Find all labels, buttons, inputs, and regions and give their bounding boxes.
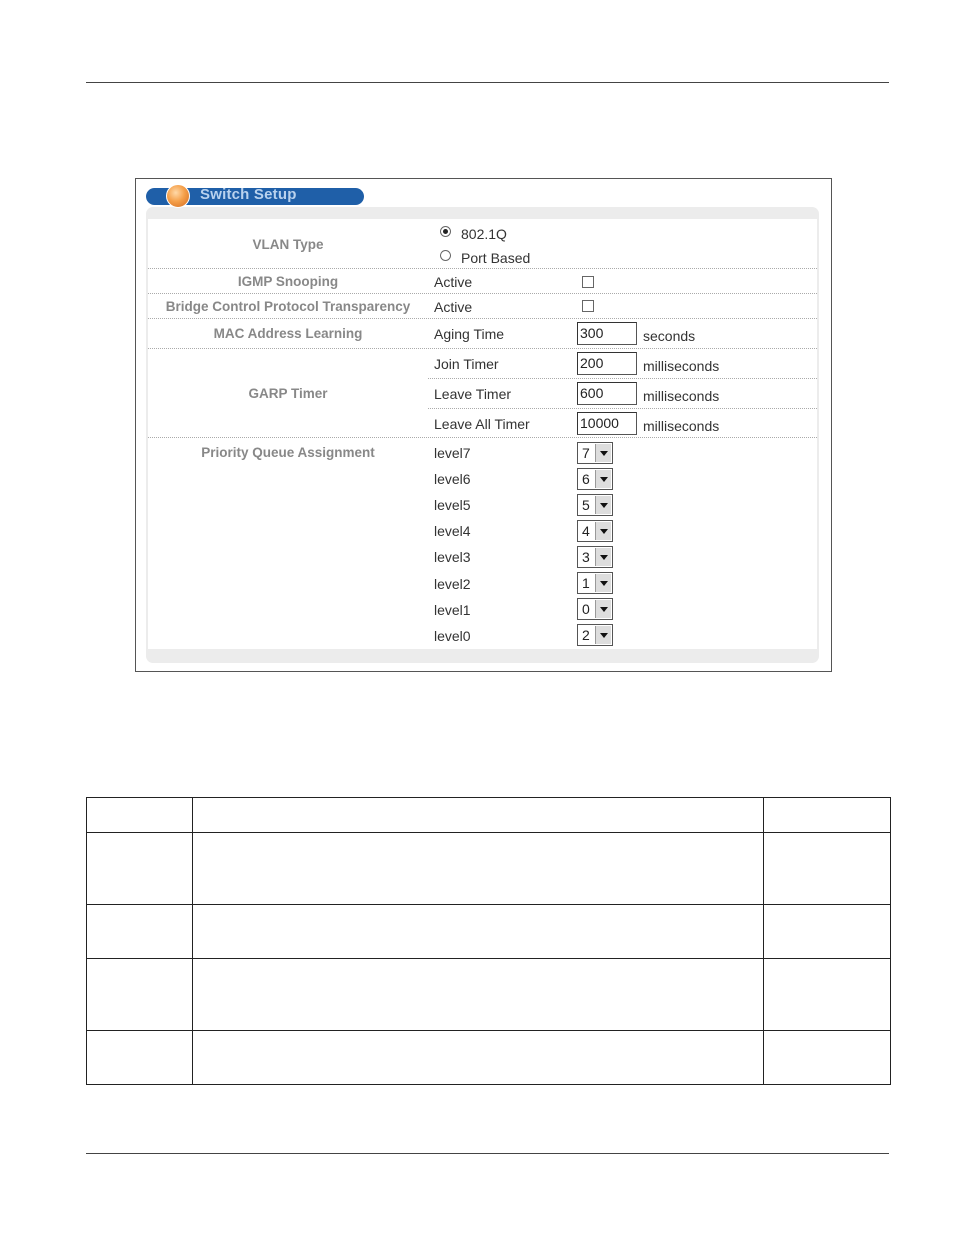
table-row	[87, 1031, 891, 1085]
leave-all-timer-input[interactable]: 10000	[577, 412, 637, 435]
table-cell	[87, 1031, 193, 1085]
igmp-active-checkbox[interactable]	[582, 276, 594, 288]
header-rule	[86, 82, 889, 83]
table-cell	[193, 798, 764, 833]
chevron-down-icon[interactable]	[595, 522, 611, 540]
row-separator	[148, 348, 817, 349]
table-cell	[764, 959, 891, 1031]
level6-value: 6	[582, 471, 590, 487]
aging-time-unit: seconds	[643, 328, 696, 344]
igmp-active-label: Active	[434, 274, 473, 290]
vlan-8021q-label: 802.1Q	[461, 226, 507, 242]
table-cell	[193, 1031, 764, 1085]
row-separator	[428, 408, 817, 409]
level0-label: level0	[434, 628, 471, 644]
level5-select[interactable]	[577, 494, 613, 516]
table-cell	[87, 833, 193, 905]
bcpt-active-checkbox[interactable]	[582, 300, 594, 312]
chevron-down-icon[interactable]	[595, 444, 611, 462]
table-cell	[193, 959, 764, 1031]
level3-value: 3	[582, 549, 590, 565]
level5-value: 5	[582, 497, 590, 513]
table-cell	[193, 833, 764, 905]
level7-label: level7	[434, 445, 471, 461]
vlan-port-based-label: Port Based	[461, 250, 531, 266]
table-cell	[87, 798, 193, 833]
level1-value: 0	[582, 601, 590, 617]
join-timer-unit: milliseconds	[643, 358, 720, 374]
aging-time-input[interactable]: 300	[577, 322, 637, 345]
leave-all-timer-label: Leave All Timer	[434, 416, 530, 432]
level6-label: level6	[434, 471, 471, 487]
level4-label: level4	[434, 523, 471, 539]
table-cell	[87, 905, 193, 959]
level6-select[interactable]	[577, 468, 613, 490]
table-row	[87, 959, 891, 1031]
chevron-down-icon[interactable]	[595, 470, 611, 488]
mac-learning-label: MAC Address Learning	[213, 326, 363, 341]
table-row	[87, 798, 891, 833]
chevron-down-icon[interactable]	[595, 496, 611, 514]
chevron-down-icon[interactable]	[595, 600, 611, 618]
level1-label: level1	[434, 602, 471, 618]
level7-select[interactable]	[577, 442, 613, 464]
leave-timer-label: Leave Timer	[434, 386, 512, 402]
table-row	[87, 905, 891, 959]
join-timer-input[interactable]: 200	[577, 352, 637, 375]
bcpt-label: Bridge Control Protocol Transparency	[165, 299, 411, 314]
level2-label: level2	[434, 576, 471, 592]
leave-timer-unit: milliseconds	[643, 388, 720, 404]
priority-queue-label: Priority Queue Assignment	[201, 445, 375, 460]
level0-value: 2	[582, 627, 590, 643]
level0-select[interactable]	[577, 624, 613, 646]
level1-select[interactable]	[577, 598, 613, 620]
leave-timer-input[interactable]: 600	[577, 382, 637, 405]
table-cell	[764, 905, 891, 959]
vlan-port-based-radio[interactable]	[440, 250, 451, 261]
igmp-snooping-label: IGMP Snooping	[237, 274, 339, 289]
vlan-8021q-radio[interactable]	[440, 226, 451, 237]
level5-label: level5	[434, 497, 471, 513]
level3-label: level3	[434, 549, 471, 565]
table-cell	[764, 1031, 891, 1085]
level4-select[interactable]	[577, 520, 613, 542]
row-separator	[148, 437, 817, 438]
level7-value: 7	[582, 445, 590, 461]
table-cell	[87, 959, 193, 1031]
chevron-down-icon[interactable]	[595, 574, 611, 592]
garp-timer-label: GARP Timer	[248, 386, 328, 401]
level4-value: 4	[582, 523, 590, 539]
table-row	[87, 833, 891, 905]
row-separator	[148, 293, 817, 294]
aging-time-label: Aging Time	[434, 326, 505, 342]
orb-icon	[166, 184, 190, 208]
row-separator	[428, 378, 817, 379]
table-cell	[193, 905, 764, 959]
document-table	[86, 797, 891, 1085]
footer-rule	[86, 1153, 889, 1154]
table-cell	[764, 833, 891, 905]
level2-select[interactable]	[577, 572, 613, 594]
join-timer-label: Join Timer	[434, 356, 499, 372]
leave-all-timer-unit: milliseconds	[643, 418, 720, 434]
row-separator	[148, 268, 817, 269]
chevron-down-icon[interactable]	[595, 626, 611, 644]
chevron-down-icon[interactable]	[595, 548, 611, 566]
panel-title: Switch Setup	[200, 186, 297, 203]
bcpt-active-label: Active	[434, 299, 473, 315]
level2-value: 1	[582, 575, 590, 591]
row-separator	[148, 318, 817, 319]
level3-select[interactable]	[577, 546, 613, 568]
vlan-type-label: VLAN Type	[252, 237, 324, 252]
table-cell	[764, 798, 891, 833]
